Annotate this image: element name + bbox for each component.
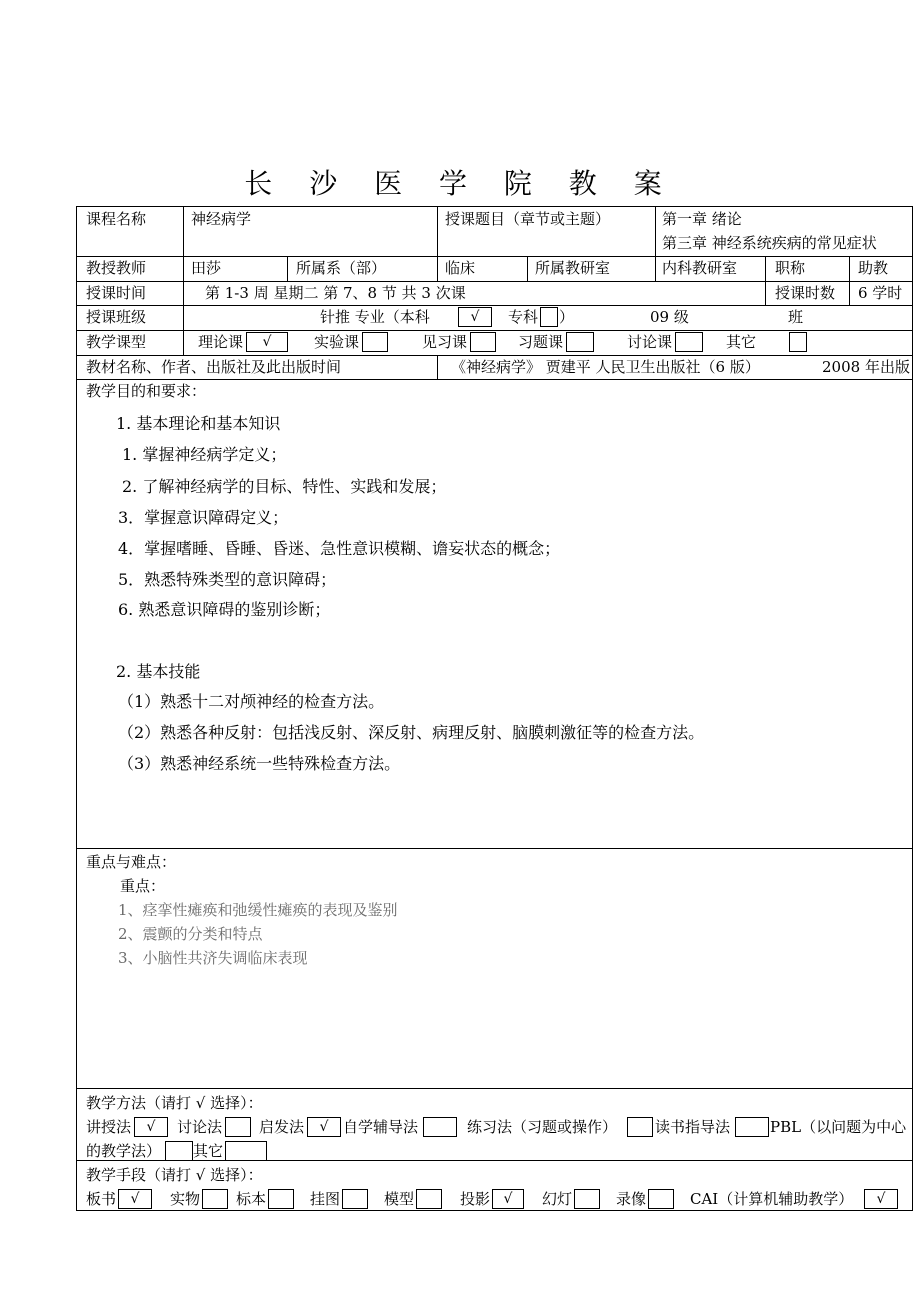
practice-checkbox[interactable] — [470, 332, 496, 352]
heuristic-checkbox[interactable]: √ — [307, 1117, 341, 1137]
row-divider — [76, 330, 913, 331]
list-item: （3）熟悉神经系统一些特殊检查方法。 — [118, 754, 401, 773]
keypoints-heading: 重点与难点： — [86, 853, 177, 871]
method-heuristic: 启发法 — [259, 1118, 305, 1136]
grade: 09 级 — [650, 308, 689, 326]
theory-checkbox[interactable]: √ — [246, 332, 288, 352]
class-label: 授课班级 — [86, 308, 147, 326]
type-theory: 理论课 — [198, 333, 244, 351]
teacher-label: 教授教师 — [86, 259, 147, 277]
row-divider — [76, 1088, 913, 1089]
objectives-heading: 教学目的和要求： — [86, 382, 207, 400]
slides-checkbox[interactable] — [574, 1189, 600, 1209]
keypoints-sub: 重点： — [120, 877, 166, 895]
means-wallchart: 挂图 — [310, 1190, 341, 1208]
col-divider — [849, 281, 850, 305]
list-item: 2、震颤的分类和特点 — [118, 925, 263, 943]
model-checkbox[interactable] — [416, 1189, 442, 1209]
object-checkbox[interactable] — [202, 1189, 228, 1209]
time-label: 授课时间 — [86, 284, 147, 302]
type-practice: 见习课 — [422, 333, 468, 351]
row-divider — [76, 848, 913, 849]
list-item: 6. 熟悉意识障碍的鉴别诊断； — [118, 600, 331, 619]
method-discussion: 讨论法 — [177, 1118, 223, 1136]
list-item: 4．掌握嗜睡、昏睡、昏迷、急性意识模糊、谵妄状态的概念； — [118, 539, 561, 558]
course-name-label: 课程名称 — [86, 210, 147, 228]
rank-label: 职称 — [775, 259, 806, 277]
teacher: 田莎 — [191, 259, 222, 277]
means-projection: 投影 — [460, 1190, 491, 1208]
page-title: 长 沙 医 学 院 教 案 — [244, 167, 676, 200]
time-value: 第 1-3 周 星期二 第 7、8 节 共 3 次课 — [205, 284, 466, 302]
type-exercise: 习题课 — [518, 333, 564, 351]
method-practice: 练习法（习题或操作） — [467, 1118, 618, 1136]
wallchart-checkbox[interactable] — [342, 1189, 368, 1209]
type-label: 教学课型 — [86, 333, 147, 351]
pbl-checkbox[interactable] — [165, 1141, 193, 1161]
other-type-checkbox[interactable] — [789, 332, 807, 352]
means-cai: CAI（计算机辅助教学） — [690, 1190, 854, 1208]
table-border — [76, 1210, 913, 1211]
textbook-label: 教材名称、作者、出版社及此出版时间 — [86, 358, 342, 376]
methods-heading: 教学方法（请打 √ 选择）： — [86, 1094, 263, 1112]
means-slides: 幻灯 — [542, 1190, 573, 1208]
method-reading: 读书指导法 — [655, 1118, 731, 1136]
discussion-checkbox[interactable] — [675, 332, 703, 352]
col-divider — [183, 281, 184, 305]
col-divider — [765, 281, 766, 305]
col-divider — [183, 305, 184, 355]
hours-value: 6 学时 — [858, 284, 903, 302]
topic-line1: 第一章 绪论 — [662, 210, 742, 228]
dept: 临床 — [445, 259, 476, 277]
cai-checkbox[interactable]: √ — [864, 1189, 898, 1209]
means-specimen: 标本 — [236, 1190, 267, 1208]
office: 内科教研室 — [662, 259, 738, 277]
table-border — [912, 206, 913, 1211]
undergrad-checkbox[interactable]: √ — [458, 307, 492, 327]
method-lecture: 讲授法 — [86, 1118, 132, 1136]
type-other: 其它 — [726, 333, 757, 351]
method-other: 其它 — [193, 1142, 224, 1160]
col-divider — [437, 355, 438, 379]
textbook: 《神经病学》 贾建平 人民卫生出版社（6 版） — [451, 358, 760, 376]
table-border — [76, 206, 913, 207]
row-divider — [76, 379, 913, 380]
type-discussion: 讨论课 — [627, 333, 673, 351]
means-object: 实物 — [170, 1190, 201, 1208]
col-divider — [527, 256, 528, 281]
discussion-method-checkbox[interactable] — [225, 1117, 251, 1137]
topic-line2: 第三章 神经系统疾病的常见症状 — [662, 234, 877, 252]
exercise-checkbox[interactable] — [566, 332, 594, 352]
ban-label: 班 — [788, 308, 804, 326]
specimen-checkbox[interactable] — [268, 1189, 294, 1209]
blackboard-checkbox[interactable]: √ — [118, 1189, 152, 1209]
dept-label: 所属系（部） — [296, 259, 387, 277]
lab-checkbox[interactable] — [362, 332, 388, 352]
list-item: 5．熟悉特殊类型的意识障碍； — [118, 570, 337, 589]
list-item: （1）熟悉十二对颅神经的检查方法。 — [118, 692, 385, 711]
practice-method-checkbox[interactable] — [627, 1117, 653, 1137]
means-heading: 教学手段（请打 √ 选择）： — [86, 1166, 263, 1184]
office-label: 所属教研室 — [535, 259, 611, 277]
topic-label: 授课题目（章节或主题） — [445, 210, 611, 228]
list-item: 2. 了解神经病学的目标、特性、实践和发展； — [122, 477, 447, 496]
list-item: （2）熟悉各种反射：包括浅反射、深反射、病理反射、脑膜刺激征等的检查方法。 — [118, 723, 705, 742]
projection-checkbox[interactable]: √ — [492, 1189, 524, 1209]
col-divider — [849, 256, 850, 281]
section-basic-skills: 2. 基本技能 — [116, 662, 201, 681]
row-divider — [76, 305, 913, 306]
table-border — [76, 206, 77, 1211]
col-divider — [437, 206, 438, 281]
col-divider — [655, 206, 656, 281]
list-item: 1、痉挛性瘫痪和弛缓性瘫痪的表现及鉴别 — [118, 901, 398, 919]
col-divider — [183, 206, 184, 281]
list-item: 3、小脑性共济失调临床表现 — [118, 949, 308, 967]
means-video: 录像 — [616, 1190, 647, 1208]
list-item: 1. 掌握神经病学定义； — [122, 445, 287, 464]
col-divider — [765, 256, 766, 281]
reading-checkbox[interactable] — [735, 1117, 769, 1137]
method-self-study: 自学辅导法 — [343, 1118, 419, 1136]
class-major: 针推 专业（本科 — [320, 308, 430, 326]
row-divider — [76, 281, 913, 282]
junior-checkbox[interactable] — [540, 307, 558, 327]
textbook-year: 2008 年出版 — [822, 358, 910, 376]
row-divider — [76, 256, 913, 257]
means-blackboard: 板书 — [86, 1190, 117, 1208]
row-divider — [76, 1160, 913, 1161]
method-pbl: PBL（以问题为中心 — [770, 1118, 907, 1136]
method-pbl-cont: 的教学法） — [86, 1142, 162, 1160]
class-junior-label: 专科 — [508, 308, 539, 326]
rank: 助教 — [858, 259, 889, 277]
self-study-checkbox[interactable] — [423, 1117, 457, 1137]
means-model: 模型 — [384, 1190, 415, 1208]
video-checkbox[interactable] — [648, 1189, 674, 1209]
section-basic-theory: 1. 基本理论和基本知识 — [116, 414, 281, 433]
col-divider — [287, 256, 288, 281]
lecture-checkbox[interactable]: √ — [134, 1117, 168, 1137]
other-method-checkbox[interactable] — [225, 1141, 267, 1161]
course-name: 神经病学 — [191, 210, 252, 228]
list-item: 3．掌握意识障碍定义； — [118, 508, 289, 527]
row-divider — [76, 355, 913, 356]
hours-label: 授课时数 — [775, 284, 836, 302]
class-close: ） — [559, 308, 575, 326]
type-lab: 实验课 — [314, 333, 360, 351]
